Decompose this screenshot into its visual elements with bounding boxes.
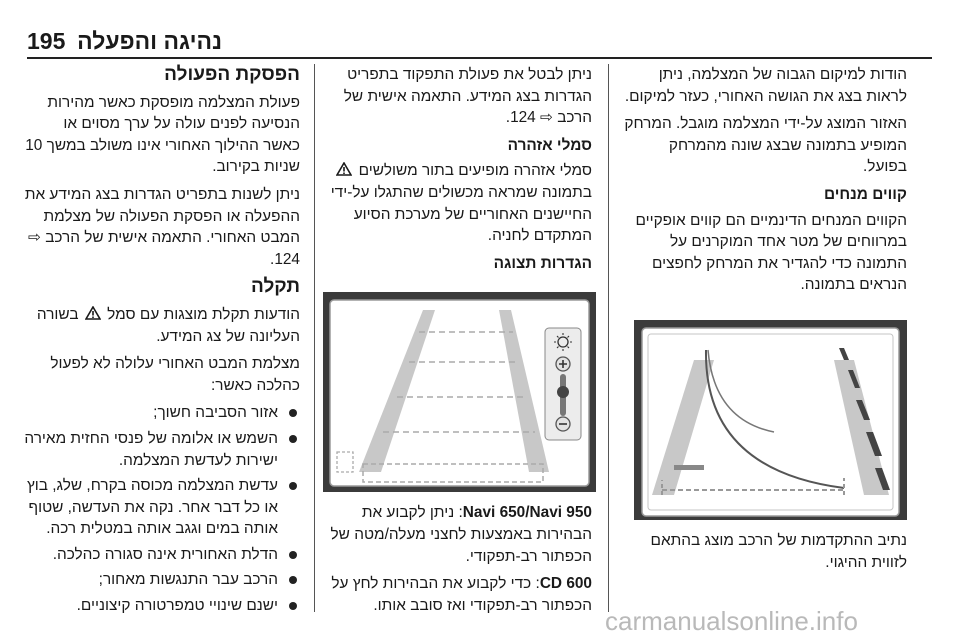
disable-paragraph: ניתן לבטל את פעולת התפקוד בתפריט הגדרות בצג המידע. התאמה אישית של הרכב ⇨ 124. <box>343 66 592 127</box>
navi-brightness-paragraph <box>328 502 592 567</box>
column-middle <box>328 64 592 622</box>
stop-operation-heading: הפסקת הפעולה <box>164 64 300 85</box>
camera-view-figure-curved <box>634 320 907 520</box>
cd600-brightness-paragraph <box>328 573 592 616</box>
cd600-brightness-text: : כדי לקבוע את הבהירות לחץ על הכפתור רב-תפקודי ואז סובב אותו. <box>331 575 592 614</box>
navi-model-label: Navi 650/Navi 950 <box>462 504 592 522</box>
column-divider-left <box>314 64 315 612</box>
guides-paragraph: הקווים המנחים הדינמיים הם קווים אופקיים במרווחים של מטר אחד המוקרנים על התמונה כדי להגדיר את המרחק לחפצים הנראים בתמונה. <box>635 211 907 294</box>
page-number: 195 <box>27 28 66 54</box>
section-title: נהיגה והפעלה <box>77 28 222 54</box>
list-item: הדלת האחורית אינה סגורה כהלכה. <box>24 544 300 566</box>
toggle-setting-paragraph: ניתן לשנות בתפריט הגדרות בצג המידע את ההפעלה או הפסקת הפעולה של מצלמת המבט האחורי. התאמה אישית של הרכב ⇨ 124. <box>24 185 300 268</box>
camera-area-paragraph: האזור המוצג על-ידי המצלמה מוגבל. המרחק המופיע בתמונה שבצג שונה מהמרחק בפועל. <box>624 115 907 176</box>
list-item: הרכב עבר התנגשות מאחור; <box>24 569 300 591</box>
display-settings-heading: הגדרות תצוגה <box>493 254 592 272</box>
page-header <box>0 0 960 58</box>
brightness-slider-panel <box>545 328 581 440</box>
malfunction-conditions-list <box>24 402 300 616</box>
guides-heading: קווים מנחים <box>823 185 907 203</box>
list-item: השמש או אלומה של פנסי החזית מאירה ישירות לעדשת המצלמה. <box>24 428 300 471</box>
fault-heading: תקלה <box>250 276 300 298</box>
header-rule <box>27 57 932 59</box>
stop-operation-paragraph: פעולת המצלמה מופסקת כאשר מהירות הנסיעה לפנים עולה על ערך מסוים או כאשר ההילוך האחורי אינו משולב במשך 10 שניות בקירוב. <box>25 93 300 176</box>
warning-text-after: בתמונה שמראה מכשולים שהתגלו על-ידי החיישנים האחוריים של מערכת הסיוע המתקדם לחניה. <box>330 183 592 245</box>
column-right <box>624 64 907 579</box>
warning-symbols-paragraph <box>328 160 592 246</box>
fault-message-paragraph <box>24 304 300 347</box>
navi-brightness-text: : ניתן לקבוע את הבהירות באמצעות לחצני מעלה/מטה של הכפתור רב-תפקודי. <box>330 504 592 565</box>
list-item: עדשת המצלמה מכוסה בקרח, שלג, בוץ או כל דבר אחר. נקה את העדשה, שטוף אותה במים וגגב אותה במטלית רכה. <box>24 475 300 540</box>
list-item: ישנם שינויי טמפרטורה קיצוניים. <box>24 595 300 617</box>
rear-camera-brightness-illustration <box>323 292 596 492</box>
warning-symbols-heading: סמלי אזהרה <box>507 136 592 154</box>
camera-view-figure-brightness <box>323 292 596 492</box>
watermark: carmanualsonline.info <box>605 606 858 636</box>
trajectory-caption: נתיב ההתקדמות של הרכב מוצג בהתאם לזווית ההיגוי. <box>650 531 907 571</box>
column-left <box>24 64 300 621</box>
rear-camera-curve-illustration <box>634 320 907 520</box>
fault-text-before: הודעות תקלת מוצגות עם סמל <box>107 305 300 323</box>
malfunction-intro-paragraph: מצלמת המבט האחורי עלולה לא לפעול כהלכה כאשר: <box>50 355 300 394</box>
list-item: אזור הסביבה חשוך; <box>24 402 300 424</box>
fault-text-after: בשורה העליונה של צג המידע. <box>36 305 300 345</box>
warning-triangle-icon <box>85 306 101 320</box>
cd600-model-label: CD 600 <box>539 575 592 593</box>
warning-text-before: סמלי אזהרה מופיעים בתור משולשים <box>358 162 592 180</box>
camera-position-paragraph: הודות למיקום הגבוה של המצלמה, ניתן לראות בצג את הגושה האחורי, כעזר למיקום. <box>624 66 907 105</box>
warning-triangle-icon <box>336 162 352 176</box>
column-divider-right <box>608 64 609 612</box>
